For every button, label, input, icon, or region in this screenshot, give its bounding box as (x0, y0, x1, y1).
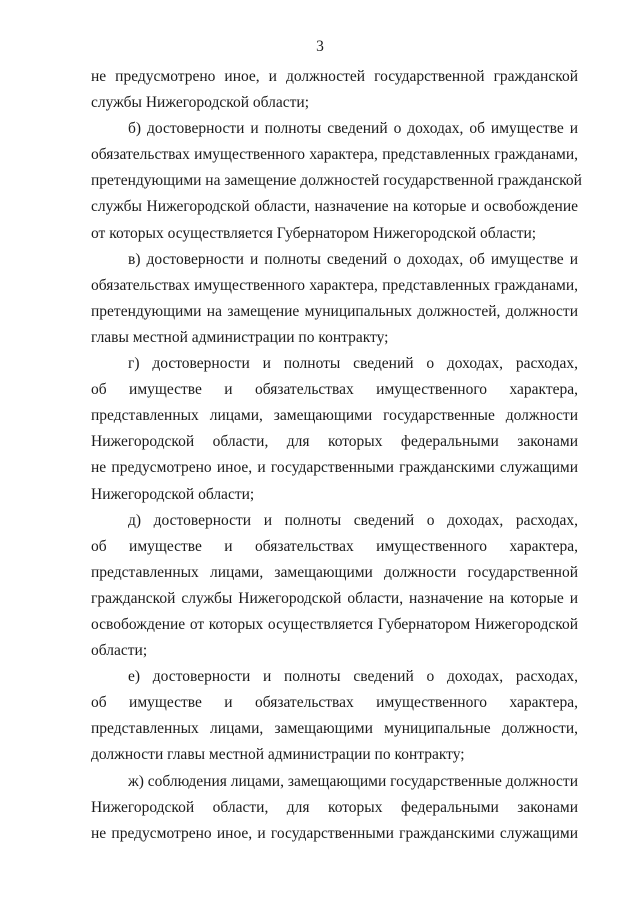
text-line: от которых осуществляется Губернатором Нижегородской области; (91, 224, 537, 242)
text-line: не предусмотрено иное, и государственными гражданскими служащими (91, 459, 578, 477)
paragraph-item-v (91, 247, 578, 351)
text-line: обязательствах имущественного характера, представленных гражданами, (91, 276, 578, 294)
text-line: об имуществе и обязательствах имущественного характера, (91, 381, 578, 399)
text-line: е) достоверности и полноты сведений о доходах, расходах, (128, 668, 578, 686)
text-line: службы Нижегородской области; (91, 94, 310, 112)
text-line: Нижегородской области, для которых федеральными законами (91, 433, 578, 451)
text-line: не предусмотрено иное, и должностей государственной гражданской (91, 68, 578, 85)
text-line: службы Нижегородской области, назначение на которые и освобождение (91, 198, 578, 216)
text-line: представленных лицами, замещающими государственные должности (91, 407, 578, 425)
text-line: б) достоверности и полноты сведений о доходах, об имуществе и (128, 120, 578, 138)
page-number: 3 (316, 38, 324, 55)
text-line: гражданской службы Нижегородской области, назначение на которые и (91, 589, 578, 607)
paragraph-continuation (91, 64, 578, 116)
paragraph-item-g (91, 351, 578, 508)
text-line: обязательствах имущественного характера, представленных гражданами, (91, 146, 578, 164)
text-line: об имуществе и обязательствах имущественного характера, (91, 694, 578, 712)
text-line: претендующими на замещение муниципальных должностей, должности (91, 302, 578, 320)
paragraph-item-b (91, 116, 582, 246)
text-line: претендующими на замещение должностей государственной гражданской (91, 172, 582, 190)
text-line: Нижегородской области; (91, 485, 255, 503)
text-line: не предусмотрено иное, и государственными гражданскими служащими (91, 824, 578, 842)
text-line: должности главы местной администрации по контракту; (91, 746, 465, 764)
text-line: представленных лицами, замещающими муниципальные должности, (91, 720, 578, 738)
text-line: Нижегородской области, для которых федеральными законами (91, 798, 578, 816)
text-line: д) достоверности и полноты сведений о доходах, расходах, (128, 511, 578, 529)
paragraph-item-e (91, 664, 578, 768)
paragraph-item-zh (91, 769, 578, 847)
paragraph-item-d (91, 508, 578, 665)
text-line: в) достоверности и полноты сведений о доходах, об имуществе и (128, 250, 578, 268)
text-line: об имуществе и обязательствах имущественного характера, (91, 537, 578, 555)
text-line: освобождение от которых осуществляется Губернатором Нижегородской (91, 615, 578, 633)
text-line: представленных лицами, замещающими должности государственной (91, 563, 578, 581)
text-line: главы местной администрации по контракту; (91, 328, 389, 346)
text-line: ж) соблюдения лицами, замещающими государственные должности (128, 772, 578, 790)
text-line: области; (91, 642, 148, 660)
document-body (91, 64, 582, 847)
text-line: г) достоверности и полноты сведений о доходах, расходах, (128, 355, 578, 373)
